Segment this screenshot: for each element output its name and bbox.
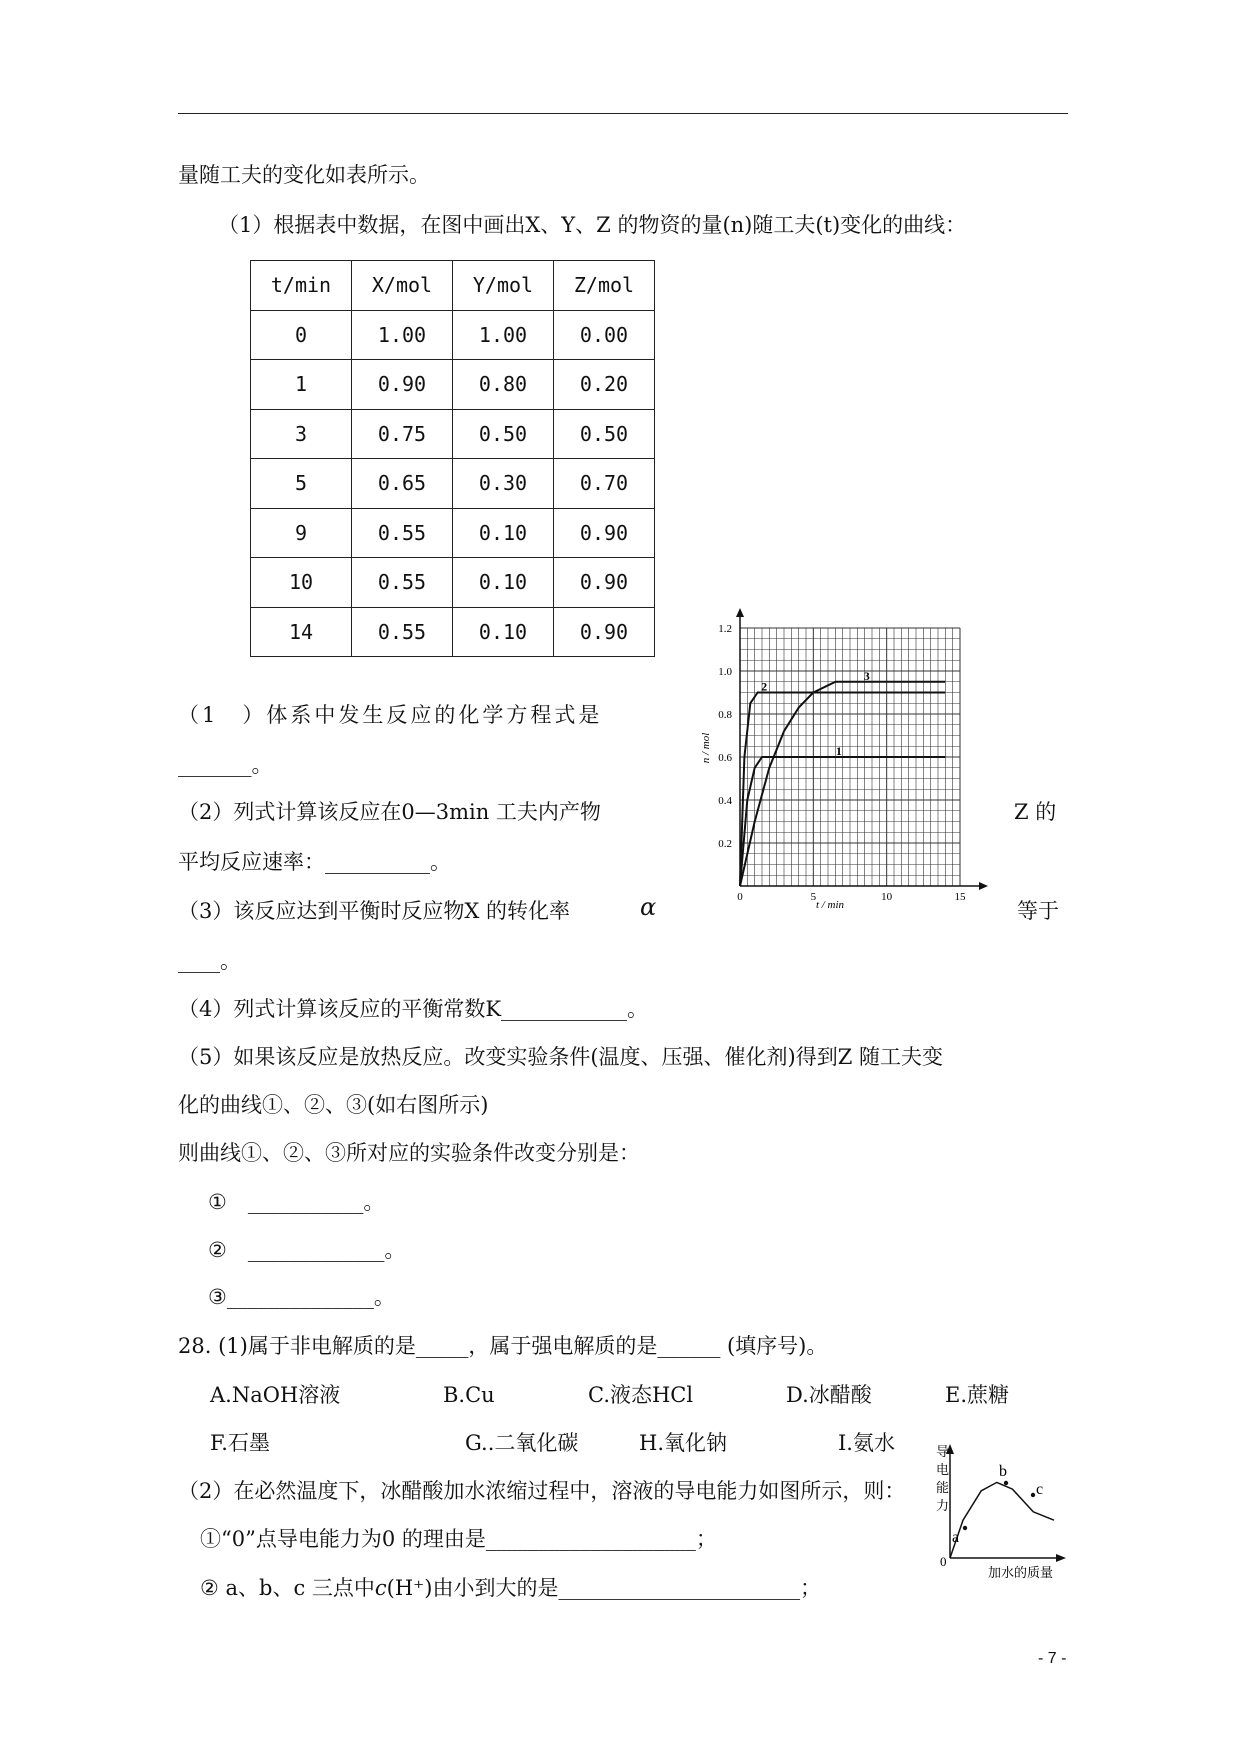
table-row <box>251 607 655 657</box>
point-a <box>963 1526 967 1530</box>
chart-axes <box>736 608 988 890</box>
table-cell: 1 <box>251 360 352 410</box>
y-tick-label: 0.4 <box>718 795 732 807</box>
table-row <box>251 558 655 608</box>
q3-line-b: ____。 <box>178 949 241 973</box>
option-g: G..二氧化碳 <box>465 1431 579 1455</box>
q3-end: 等于 <box>1017 899 1059 923</box>
chart-ticks <box>718 623 966 903</box>
data-table <box>250 260 655 657</box>
q28-part-2b-prefix: ② a、b、c 三点中 <box>200 1576 375 1600</box>
q28-part-2a: ①“0”点导电能力为0 的理由是____________________； <box>200 1527 717 1551</box>
y-axis-label: n / mol <box>700 732 712 764</box>
table-row <box>251 508 655 558</box>
series-label-3: 3 <box>863 668 870 683</box>
point-b <box>1004 1481 1008 1485</box>
q28-part-2b <box>200 1573 821 1603</box>
x-axis-arrow <box>979 882 988 890</box>
y-tick-label: 0.8 <box>718 709 732 721</box>
answer-blank-2: ② _____________。 <box>208 1238 406 1262</box>
q28-part-2b-rest: (H⁺)由小到大的是_______________________； <box>386 1576 821 1600</box>
q5-line-a: （5）如果该反应是放热反应。改变实验条件(温度、压强、催化剂)得到Z 随工夫变 <box>178 1045 944 1069</box>
table-cell: 14 <box>251 607 352 657</box>
option-e: E.蔗糖 <box>945 1383 1010 1407</box>
table-cell: 0.75 <box>352 409 453 459</box>
table-cell: 1.00 <box>453 310 554 360</box>
table-cell: 0.55 <box>352 508 453 558</box>
table-cell: 0.70 <box>554 459 655 509</box>
y-tick-label: 0.6 <box>718 752 732 764</box>
y-axis-label: 导 电 能 力 <box>936 1444 950 1513</box>
n-vs-t-chart <box>695 608 1005 928</box>
q4-line: （4）列式计算该反应的平衡常数K____________。 <box>178 997 649 1021</box>
table-row <box>251 310 655 360</box>
table-cell: 0.90 <box>554 558 655 608</box>
table-cell: 0 <box>251 310 352 360</box>
table-cell: 0.30 <box>453 459 554 509</box>
answer-blank-3: ③______________。 <box>208 1285 395 1309</box>
q2-z-label: Z 的 <box>1014 800 1057 824</box>
intro-line-1: 量随工夫的变化如表所示。 <box>178 163 430 187</box>
intro-line-2: （1）根据表中数据，在图中画出X、Y、Z 的物资的量(n)随工夫(t)变化的曲线： <box>218 213 967 237</box>
option-f: F.石墨 <box>210 1431 270 1455</box>
table-cell: 10 <box>251 558 352 608</box>
option-i: I.氨水 <box>838 1431 895 1455</box>
table-cell: 0.10 <box>453 558 554 608</box>
q1-line-b: _______。 <box>178 753 273 777</box>
table-cell: 0.65 <box>352 459 453 509</box>
table-cell: 0.90 <box>554 508 655 558</box>
table-cell: 0.90 <box>554 607 655 657</box>
table-cell: 0.55 <box>352 558 453 608</box>
page-number: - 7 - <box>1038 1650 1067 1667</box>
table-cell: 0.80 <box>453 360 554 410</box>
q28-part-2: （2）在必然温度下，冰醋酸加水浓缩过程中，溶液的导电能力如图所示，则： <box>178 1479 906 1503</box>
option-c: C.液态HCl <box>588 1383 694 1407</box>
table-row <box>251 360 655 410</box>
table-cell: 0.90 <box>352 360 453 410</box>
table-cell: 1.00 <box>352 310 453 360</box>
x-tick-label: 5 <box>810 891 817 903</box>
table-cell: 3 <box>251 409 352 459</box>
q2-line-b: 平均反应速率：__________。 <box>178 850 451 874</box>
point-a-label: a <box>952 1529 960 1546</box>
series-label-1: 1 <box>835 744 842 758</box>
series-label-2: 2 <box>761 679 768 694</box>
table-cell: 9 <box>251 508 352 558</box>
y-tick-label: 1.0 <box>718 666 732 678</box>
table-header-row <box>251 261 655 311</box>
table-cell: 0.55 <box>352 607 453 657</box>
x-tick-label: 10 <box>881 891 893 903</box>
table-cell: 0.50 <box>554 409 655 459</box>
option-b: B.Cu <box>443 1383 495 1407</box>
y-axis-arrow <box>736 608 744 617</box>
header-cell: Y/mol <box>453 261 554 311</box>
x-tick-label: 0 <box>737 891 743 903</box>
q2-line-a: （2）列式计算该反应在0—3min 工夫内产物 <box>178 800 601 824</box>
table-cell: 0.10 <box>453 508 554 558</box>
point-c-label: c <box>1036 1481 1044 1498</box>
table-cell: 0.50 <box>453 409 554 459</box>
table-cell: 5 <box>251 459 352 509</box>
q28-title: 28. (1)属于非电解质的是_____，属于强电解质的是______ (填序号)。 <box>178 1334 828 1358</box>
header-cell: Z/mol <box>554 261 655 311</box>
origin-label: 0 <box>940 1554 947 1569</box>
answer-blank-1: ① ___________。 <box>208 1190 385 1214</box>
point-b-label: b <box>999 1463 1007 1480</box>
point-c <box>1031 1493 1035 1497</box>
q1-line-a: （1 ）体系中发生反应的化学方程式是 <box>178 703 603 727</box>
table-row <box>251 409 655 459</box>
q5-line-c: 则曲线①、②、③所对应的实验条件改变分别是： <box>178 1141 640 1165</box>
header-cell: t/min <box>251 261 352 311</box>
q5-line-b: 化的曲线①、②、③(如右图所示) <box>178 1093 489 1117</box>
header-cell: X/mol <box>352 261 453 311</box>
conductivity-chart <box>930 1440 1070 1580</box>
y-tick-label: 0.2 <box>718 838 732 850</box>
table-row <box>251 459 655 509</box>
y-tick-label: 1.2 <box>718 623 732 635</box>
option-h: H.氧化钠 <box>639 1431 727 1455</box>
q3-line-a: （3）该反应达到平衡时反应物X 的转化率 <box>178 899 570 923</box>
table-cell: 0.00 <box>554 310 655 360</box>
x-tick-label: 15 <box>954 891 966 903</box>
alpha-symbol: α <box>640 893 657 921</box>
option-a: A.NaOH溶液 <box>210 1383 341 1407</box>
header-rule <box>178 113 1068 114</box>
c-symbol: c <box>374 1576 387 1600</box>
x-axis-label: 加水的质量 <box>988 1565 1054 1580</box>
option-d: D.冰醋酸 <box>786 1383 872 1407</box>
table-cell: 0.20 <box>554 360 655 410</box>
table-cell: 0.10 <box>453 607 554 657</box>
x-axis-label: t / min <box>815 899 845 911</box>
x-axis-arrow <box>1056 1554 1066 1562</box>
